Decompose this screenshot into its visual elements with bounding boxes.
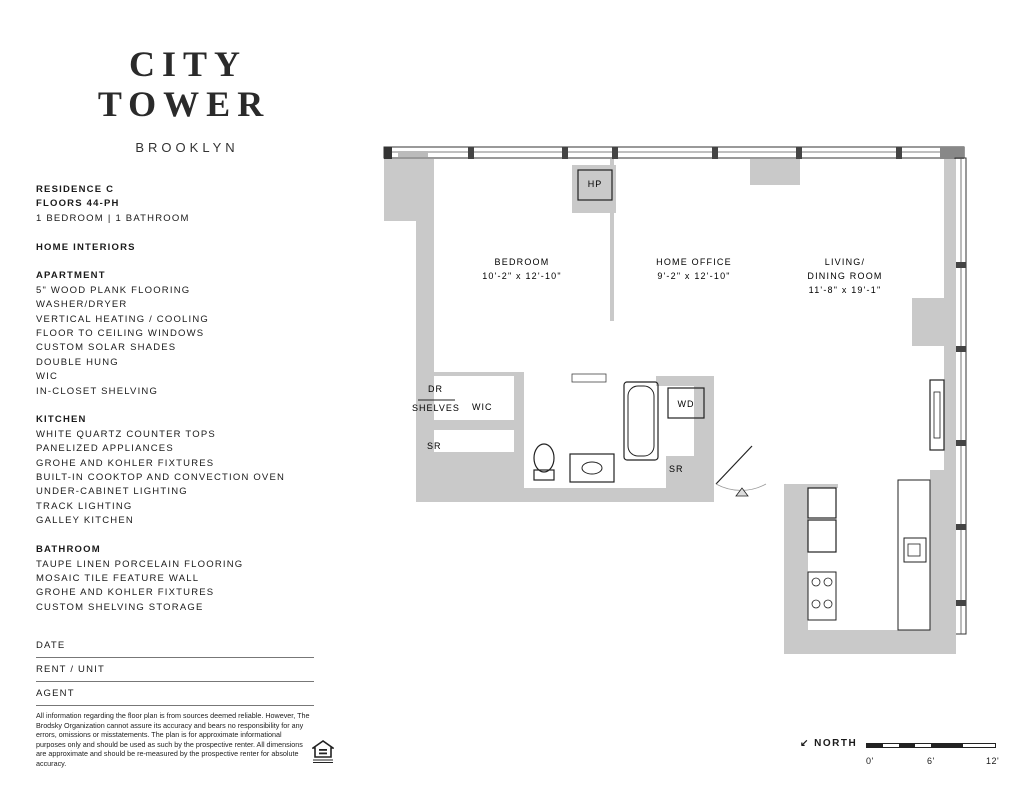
agent-field[interactable] <box>36 688 314 706</box>
floor-plan <box>380 140 980 665</box>
sink-icon <box>582 462 602 474</box>
north-arrow-icon: ↙ <box>800 738 810 749</box>
top-window-wall <box>384 147 964 159</box>
north-label: NORTH <box>814 738 858 749</box>
logo-city: CITY <box>128 44 248 84</box>
city-tower-logo <box>84 44 284 155</box>
sr-label-1: SR <box>427 441 442 451</box>
bedroom-count: 1 BEDROOM <box>36 212 104 224</box>
feature-item: GROHE AND KOHLER FIXTURES <box>36 587 215 599</box>
feature-item: WASHER/DRYER <box>36 299 128 311</box>
kitchen-fixtures <box>808 480 930 630</box>
logo-tower: TOWER <box>97 84 271 124</box>
residence-floors: FLOORS 44-PH <box>36 198 120 210</box>
separator: | <box>107 212 112 224</box>
residence-info <box>36 183 336 615</box>
feature-item: CUSTOM SHELVING STORAGE <box>36 601 204 613</box>
logo-brooklyn: BROOKLYN <box>135 140 239 155</box>
hp-label: HP <box>587 179 603 189</box>
date-field[interactable] <box>36 640 314 658</box>
home-office-dims: 9'-2" x 12'-10" <box>657 271 731 281</box>
kitchen-heading: KITCHEN <box>36 414 87 426</box>
bathtub-inner-icon <box>628 386 654 456</box>
apartment-heading: APARTMENT <box>36 270 106 282</box>
heating-unit-icon <box>930 380 944 450</box>
north-indicator <box>800 738 857 749</box>
feature-item: TAUPE LINEN PORCELAIN FLOORING <box>36 558 244 570</box>
burner-icon <box>824 600 832 608</box>
residence-name: RESIDENCE C <box>36 184 115 195</box>
kitchen-sink-basin-icon <box>908 544 920 556</box>
agent-label: AGENT <box>36 688 75 699</box>
burner-icon <box>824 578 832 586</box>
disclaimer-text: All information regarding the floor plan is from sources deemed reliable. However, The Brodsky Organization cannot assure its accuracy and bears no responsibility for any errors, omissions or misstatements. The plan is for approximate informational purposes only and should be used as such by the prospective renter. All dimensions are approximate and should be re-measured by the prospective renter for absolute accuracy. <box>36 711 310 768</box>
bathtub-icon <box>624 382 658 460</box>
wd-label: WD <box>677 399 695 409</box>
residence-rooms <box>36 212 336 226</box>
cooktop-icon <box>808 572 836 620</box>
entry-arrow-icon <box>736 488 748 496</box>
shelves-label: SHELVES <box>412 403 460 413</box>
rent-unit-field[interactable] <box>36 664 314 682</box>
sr-label-2: SR <box>669 464 684 474</box>
bedroom-dims: 10'-2" x 12'-10" <box>482 271 562 281</box>
feature-item: WIC <box>36 371 59 383</box>
scale-label-6: 6' <box>927 756 935 766</box>
date-label: DATE <box>36 640 66 651</box>
feature-item: TRACK LIGHTING <box>36 500 133 512</box>
feature-item: VERTICAL HEATING / COOLING <box>36 313 210 325</box>
towel-bar-icon <box>572 374 606 382</box>
feature-item: MOSAIC TILE FEATURE WALL <box>36 572 200 584</box>
rent-unit-label: RENT / UNIT <box>36 664 105 675</box>
walls <box>384 159 956 654</box>
bathroom-heading: BATHROOM <box>36 544 101 556</box>
feature-item: DOUBLE HUNG <box>36 356 119 368</box>
equal-housing-icon <box>312 740 334 764</box>
kitchen-sink-icon <box>904 538 926 562</box>
living-dims: 11'-8" x 19'-1" <box>808 285 882 295</box>
feature-item: WHITE QUARTZ COUNTER TOPS <box>36 428 216 440</box>
feature-item: UNDER-CABINET LIGHTING <box>36 486 188 498</box>
feature-item: PANELIZED APPLIANCES <box>36 443 174 455</box>
wic-label: WIC <box>472 402 493 412</box>
feature-item: BUILT-IN COOKTOP AND CONVECTION OVEN <box>36 472 286 484</box>
toilet-icon <box>534 444 554 472</box>
feature-item: GROHE AND KOHLER FIXTURES <box>36 457 215 469</box>
sink-counter-icon <box>570 454 614 482</box>
home-office-label: HOME OFFICE <box>656 257 732 267</box>
entry-door <box>716 446 766 496</box>
home-interiors-heading: HOME INTERIORS <box>36 241 136 253</box>
scale-bar-track <box>866 743 996 748</box>
burner-icon <box>812 600 820 608</box>
feature-item: IN-CLOSET SHELVING <box>36 385 159 397</box>
heating-unit-inner-icon <box>934 392 940 438</box>
feature-item: 5" WOOD PLANK FLOORING <box>36 284 191 296</box>
feature-item: GALLEY KITCHEN <box>36 515 134 527</box>
feature-item: FLOOR TO CEILING WINDOWS <box>36 328 205 340</box>
scale-label-12: 12' <box>986 756 1000 766</box>
burner-icon <box>812 578 820 586</box>
bathroom-count: 1 BATHROOM <box>115 212 190 224</box>
oven-icon <box>808 520 836 552</box>
scale-label-0: 0' <box>866 756 874 766</box>
scale-bar <box>866 740 998 770</box>
refrigerator-icon <box>808 488 836 518</box>
dr-label: DR <box>428 384 443 394</box>
bathroom-fixtures <box>534 374 658 482</box>
feature-item: CUSTOM SOLAR SHADES <box>36 342 177 354</box>
counter-icon <box>898 480 930 630</box>
dining-room-label: DINING ROOM <box>807 271 883 281</box>
living-label: LIVING/ <box>824 257 866 267</box>
bedroom-label: BEDROOM <box>494 257 550 267</box>
